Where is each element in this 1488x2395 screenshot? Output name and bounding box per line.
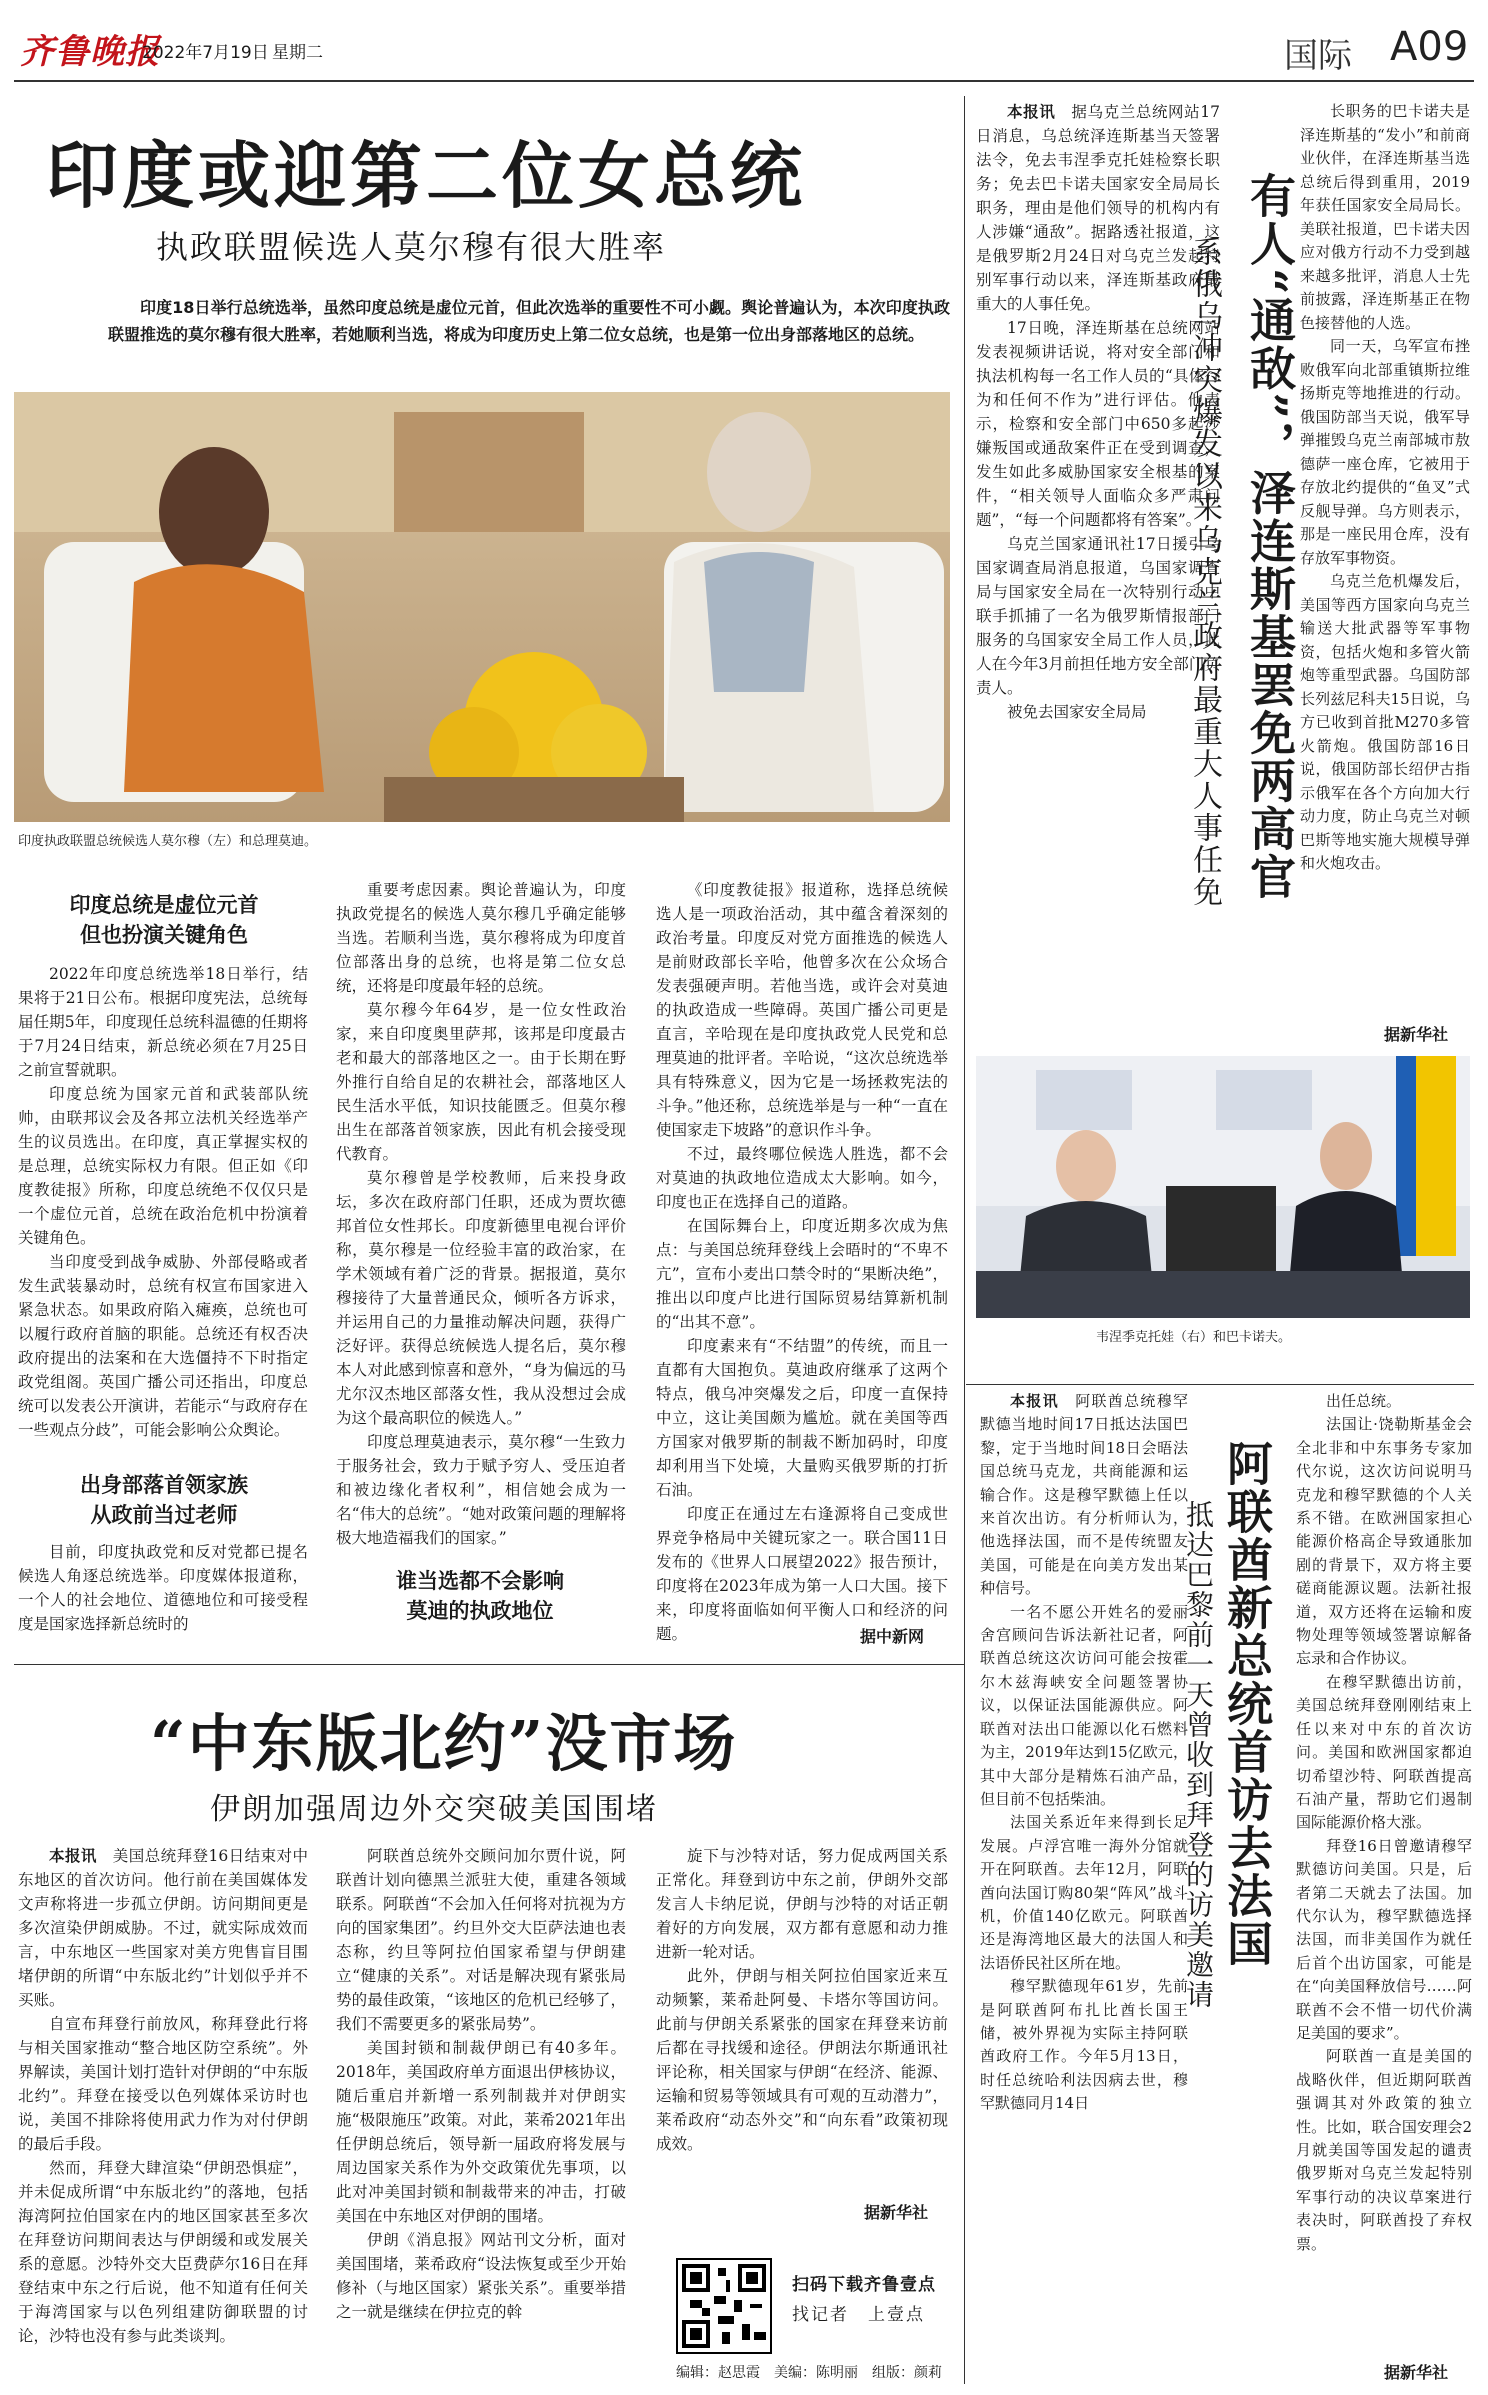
article-india-lead: 印度18日举行总统选举，虽然印度总统是虚位元首，但此次选举的重要性不可小觑。舆论普遍认为，本次印度执政联盟推选的莫尔穆有很大胜率，若她顺利当选，将成为印度历史上第二位女总统，也是第一位出身部落地区的总统。 bbox=[108, 298, 950, 344]
ukraine-source: 据新华社 bbox=[1384, 1025, 1449, 1044]
article-uae-subtitle: 抵达巴黎前一天曾收到拜登的访美邀请 bbox=[1182, 1500, 1215, 2010]
photo-india-caption: 印度执政联盟总统候选人莫尔穆（左）和总理莫迪。 bbox=[18, 834, 318, 849]
divider-india-mideast bbox=[14, 1664, 964, 1665]
india-source: 据中新网 bbox=[860, 1627, 925, 1646]
editor-credits: 编辑：赵思霞 美编：陈明丽 组版：颜莉 bbox=[676, 2365, 942, 2381]
qr-code-icon bbox=[678, 2260, 770, 2352]
article-mideast-subtitle: 伊朗加强周边外交突破美国围堵 bbox=[210, 1792, 658, 1827]
ukraine-col-1: 本报讯 据乌克兰总统网站17日消息，乌总统泽连斯基当天签署法令，免去韦涅季克托娃检察长职务；免去巴卡诺夫国家安全局局长职务，理由是他们领导的机构内有人涉嫌“通敌”。据路透社报道，这是俄罗斯2月24日对乌克兰发起特别军事行动以来，泽连斯基政府最重大的人事任免。 17日晚，泽连斯基在总统网站发表视频讲话说，将对安全部门和执法机构每一名工作人员的“具体行为和任何不作为”进行评估。他表示，检察和安全部门中650多起涉嫌叛国或通敌案件正在受到调查，发生如此多威胁国家安全根基的案件，“相关领导人面临众多严肃问题”，“每一个问题都将有答案”。 乌克兰国家通讯社17日援引乌国家调查局消息报道，乌国家调查局与国家安全局在一次特别行动中联手抓捕了一名为俄罗斯情报部门服务的乌国家安全局工作人员，此人在今年3月前担任地方安全部门负责人。 被免去国家安全局局 bbox=[976, 103, 1220, 721]
mideast-col-2: 阿联酋总统外交顾问加尔贾什说，阿联酋计划向德黑兰派驻大使，重建各领域联系。阿联酋“不会加入任何将对抗视为方向的国家集团”。约旦外交大臣萨法迪也表态称，约旦等阿拉伯国家希望与伊朗建立“健康的关系”。对话是解决现有紧张局势的最佳政策，“该地区的危机已经够了，我们不需要更多的紧张局势”。 美国封锁和制裁伊朗已有40多年。2018年，美国政府单方面退出伊核协议，随后重启并新增一系列制裁并对伊朗实施“极限施压”政策。对此，莱希2021年出任伊朗总统后，领导新一届政府将发展与周边国家关系作为外交政策优先事项，以此对冲美国封锁和制裁带来的冲击，打破美国在中东地区对伊朗的围堵。 伊朗《消息报》网站刊文分析，面对美国围堵，莱希政府“设法恢复或至少开始修补（与地区国家）紧张关系”。重要举措之一就是继续在伊拉克的斡 bbox=[336, 1847, 626, 2321]
uae-source: 据新华社 bbox=[1384, 2363, 1449, 2382]
photo-ukraine-caption: 韦涅季克托娃（右）和巴卡诺夫。 bbox=[1096, 1330, 1292, 1345]
subhead-tribal-background: 出身部落首领家族 从政前当过老师 bbox=[80, 1473, 248, 1527]
article-india-title: 印度或迎第二位女总统 bbox=[46, 133, 807, 218]
qr-caption-1: 扫码下载齐鲁壹点 bbox=[792, 2275, 936, 2295]
article-ukraine-subtitle: 系俄乌冲突爆发以来乌克兰政府最重大人事任免 bbox=[1187, 236, 1222, 908]
uae-col-2: 出任总统。 法国让·饶勒斯基金会全北非和中东事务专家加代尔说，这次访问说明马克龙和穆罕默德的个人关系不错。在欧洲国家担心能源价格高企导致通胀加剧的背景下，双方将主要磋商能源议题。法新社报道，双方还将在运输和废物处理等领域签署谅解备忘录和合作协议。 在穆罕默德出访前，美国总统拜登刚刚结束上任以来对中东的首次访问。美国和欧洲国家都迫切希望沙特、阿联酋提高石油产量，帮助它们遏制国际能源价格大涨。 拜登16日曾邀请穆罕默德访问美国。只是，后者第二天就去了法国。加代尔认为，穆罕默德选择法国，而非美国作为就任后首个出访国家，可能是在“向美国释放信号……阿联酋不会不惜一切代价满足美国的要求”。 阿联酋一直是美国的战略伙伴，但近期阿联酋强调其对外政策的独立性。比如，联合国安理会2月就美国等国发起的谴责俄罗斯对乌克兰发起特别军事行动的决议草案进行表决时，阿联酋投了弃权票。 bbox=[1296, 1392, 1472, 2253]
newspaper-logo: 齐鲁晚报 bbox=[20, 32, 160, 72]
issue-date: 2022年7月19日 bbox=[142, 43, 269, 63]
qr-code[interactable] bbox=[676, 2258, 772, 2354]
ukraine-col-2: 长职务的巴卡诺夫是泽连斯基的“发小”和前商业伙伴，在泽连斯基当选总统后得到重用，2019年获任国家安全局局长。美联社报道，巴卡诺夫因应对俄方行动不力受到越来越多批评，消息人士先前披露，泽连斯基正在物色接替他的人选。 同一天，乌军宣布挫败俄军向北部重镇斯拉维扬斯克等地推进的行动。俄国防部当天说，俄军导弹摧毁乌克兰南部城市敖德萨一座仓库，它被用于存放北约提供的“鱼叉”式反舰导弹。乌方则表示，那是一座民用仓库，没有存放军事物资。 乌克兰危机爆发后，美国等西方国家向乌克兰输送大批武器等军事物资，包括火炮和多管火箭炮等重型武器。乌国防部长列兹尼科夫15日说，乌方已收到首批M270多管火箭炮。俄国防部16日说，俄国防部长绍伊古指示俄军在各个方向加大行动力度，防止乌克兰对顿巴斯等地实施大规模导弹和火炮攻击。 bbox=[1300, 102, 1470, 872]
divider-vertical-lower bbox=[964, 1384, 965, 2384]
page-number: A09 bbox=[1390, 24, 1469, 70]
masthead bbox=[14, 10, 1474, 78]
article-uae-title: 阿联酋新总统首访去法国 bbox=[1220, 1440, 1274, 1968]
photo-press-conference bbox=[976, 1056, 1470, 1318]
article-mideast-title: “中东版北约”没市场 bbox=[150, 1707, 738, 1780]
photo-illustration bbox=[14, 392, 950, 822]
india-col-3: 《印度教徒报》报道称，选择总统候选人是一项政治活动，其中蕴含着深刻的政治考量。印度反对党方面推选的候选人是前财政部长辛哈，他曾多次在公众场合发表强硬声明。若他当选，或许会对莫迪的执政造成一些障碍。英国广播公司更是直言，辛哈现在是印度执政党人民党和总理莫迪的批评者。辛哈说，“这次总统选举具有特殊意义，因为它是一场拯救宪法的斗争。”他还称，总统选举是与一种“一直在使国家走下坡路”的意识作斗争。 不过，最终哪位候选人胜选，都不会对莫迪的执政地位造成太大影响。如今，印度也正在选择自己的道路。 在国际舞台上，印度近期多次成为焦点：与美国总统拜登线上会晤时的“不卑不亢”，宣布小麦出口禁令时的“果断决绝”，推出以印度卢比进行国际贸易结算新机制的“出其不意”。 印度素来有“不结盟”的传统，而且一直都有大国抱负。莫迪政府继承了这两个特点，俄乌冲突爆发之后，印度一直保持中立，这让美国颇为尴尬。就在美国等西方国家对俄罗斯的制裁不断加码时，印度却利用当下处境，大量购买俄罗斯的打折石油。 印度正在通过左右逢源将自己变成世界竞争格局中关键玩家之一。联合国11日发布的《世界人口展望2022》报告预计，印度将在2023年成为第一人口大国。接下来，印度将面临如何平衡人口和经济的问题。 bbox=[656, 881, 948, 1643]
mideast-source: 据新华社 bbox=[864, 2203, 929, 2222]
subhead-president-role: 印度总统是虚位元首 但也扮演关键角色 bbox=[69, 893, 259, 947]
article-india-subtitle: 执政联盟候选人莫尔穆有很大胜率 bbox=[156, 228, 667, 266]
india-col-2: 重要考虑因素。舆论普遍认为，印度执政党提名的候选人莫尔穆几乎确定能够当选。若顺利当选，莫尔穆将成为印度首位部落出身的总统，也将是第二位女总统，还将是印度最年轻的总统。 莫尔穆今年64岁，是一位女性政治家，来自印度奥里萨邦，该邦是印度最古老和最大的部落地区之一。由于长期在野外推行自给自足的农耕社会，部落地区人民生活水平低，知识技能匮乏。但莫尔穆出生在部落首领家族，因此有机会接受现代教育。 莫尔穆曾是学校教师，后来投身政坛，多次在政府部门任职，还成为贾坎德邦首位女性邦长。印度新德里电视台评价称，莫尔穆是一位经验丰富的政治家，在学术领域有着广泛的背景。据报道，莫尔穆接待了大量普通民众，倾听各方诉求，并运用自己的力量推动解决问题，获得广泛好评。获得总统候选人提名后，莫尔穆本人对此感到惊喜和意外，“身为偏远的马尤尔汉杰地区部落女性，我从没想过会成为这个最高职位的候选人。” 印度总理莫迪表示，莫尔穆“一生致力于服务社会，致力于赋予穷人、受压迫者和被边缘化者权利”，相信她会成为一名“伟大的总统”。“她对政策问题的理解将极大地造福我们的国家。” bbox=[336, 881, 626, 1547]
subhead-modi-position: 谁当选都不会影响 莫迪的执政地位 bbox=[396, 1569, 564, 1623]
mideast-col-3: 旋下与沙特对话，努力促成两国关系正常化。拜登到访中东之前，伊朗外交部发言人卡纳尼说，伊朗与沙特的对话正朝着好的方向发展，双方都有意愿和动力推进新一轮对话。 此外，伊朗与相关阿拉伯国家近来互动频繁，莱希赴阿曼、卡塔尔等国访问。此前与伊朗关系紧张的国家在拜登来访前后都在寻找缓和途径。伊朗法尔斯通讯社评论称，相关国家与伊朗“在经济、能源、运输和贸易等领域具有可观的互动潜力”，莱希政府“动态外交”和“向东看”政策初现成效。 bbox=[656, 1847, 948, 2153]
issue-weekday: 星期二 bbox=[272, 43, 323, 63]
qr-caption-2: 找记者 上壹点 bbox=[792, 2305, 925, 2325]
section-name: 国际 bbox=[1284, 36, 1352, 76]
photo-modi-murmu bbox=[14, 392, 950, 822]
article-ukraine-title: 有人“通敌”，泽连斯基罢免两高官 bbox=[1243, 172, 1297, 901]
mideast-col-1: 本报讯 美国总统拜登16日结束对中东地区的首次访问。他行前在美国媒体发文声称将进一步孤立伊朗。访问期间更是多次渲染伊朗威胁。不过，就实际成效而言，中东地区一些国家对美方兜售盲目围堵伊朗的所谓“中东版北约”计划似乎并不买账。 自宣布拜登行前放风，称拜登此行将与相关国家推动“整合地区防空系统”。外界解读，美国计划打造针对伊朗的“中东版北约”。拜登在接受以色列媒体采访时也说，美国不排除将使用武力作为对付伊朗的最后手段。 然而，拜登大肆渲染“伊朗恐惧症”，并未促成所谓“中东版北约”的落地，包括海湾阿拉伯国家在内的地区国家甚至多次在拜登访问期间表达与伊朗缓和或发展关系的意愿。沙特外交大臣费萨尔16日在拜登结束中东之行后说，他不知道有任何关于海湾国家与以色列组建防御联盟的讨论，沙特也没有参与此类谈判。 bbox=[18, 1847, 308, 2345]
header-rule bbox=[14, 80, 1474, 82]
photo-ukraine-officials bbox=[976, 1056, 1470, 1318]
uae-col-1: 本报讯 阿联酋总统穆罕默德当地时间17日抵达法国巴黎，定于当地时间18日会晤法国总统马克龙，共商能源和运输合作。这是穆罕默德上任以来首次出访。有分析师认为，他选择法国，而不是传统盟友美国，可能是在向美方发出某种信号。 一名不愿公开姓名的爱丽舍宫顾问告诉法新社记者，阿联酋总统这次访问可能会按霍尔木兹海峡安全问题签署协议，以保证法国能源供应。阿联酋对法出口能源以化石燃料为主，2019年达到15亿欧元，其中大部分是精炼石油产品，但目前不包括柴油。 法国关系近年来得到长足发展。卢浮宫唯一海外分馆就开在阿联酋。去年12月，阿联酋向法国订购80架“阵风”战斗机，价值140亿欧元。阿联酋还是海湾地区最大的法国人和法语侨民社区所在地。 穆罕默德现年61岁，先前是阿联酋阿布扎比酋长国王储，被外界视为实际主持阿联酋政府工作。今年5月13日，时任总统哈利法因病去世，穆罕默德同月14日 bbox=[980, 1392, 1188, 2113]
divider-ukraine-uae bbox=[966, 1384, 1474, 1385]
india-col-1: 2022年印度总统选举18日举行，结果将于21日公布。根据印度宪法，总统每届任期5年，印度现任总统科温德的任期将于7月24日结束，新总统必须在7月25日之前宣誓就职。 印度总统为国家元首和武装部队统帅，由联邦议会及各邦立法机关经选举产生的议员选出。在印度，真正掌握实权的是总理，总统实际权力有限。但正如《印度教徒报》所称，印度总统绝不仅仅只是一个虚位元首，总统在政治危机中扮演着关键角色。 当印度受到战争威胁、外部侵略或者发生武装暴动时，总统有权宣布国家进入紧急状态。如果政府陷入瘫痪，总统也可以履行政府首脑的职能。总统还有权否决政府提出的法案和在大选僵持不下时指定政党组阁。英国广播公司还指出，印度总统可以发表公开演讲，若能示“与政府存在一些观点分歧”，可能会影响公众舆论。 bbox=[18, 965, 308, 1439]
india-col-1b: 目前，印度执政党和反对党都已提名候选人角逐总统选举。印度媒体报道称，一个人的社会地位、道德地位和可接受程度是国家选择新总统时的 bbox=[18, 1543, 308, 1633]
divider-vertical-main bbox=[964, 96, 965, 1386]
